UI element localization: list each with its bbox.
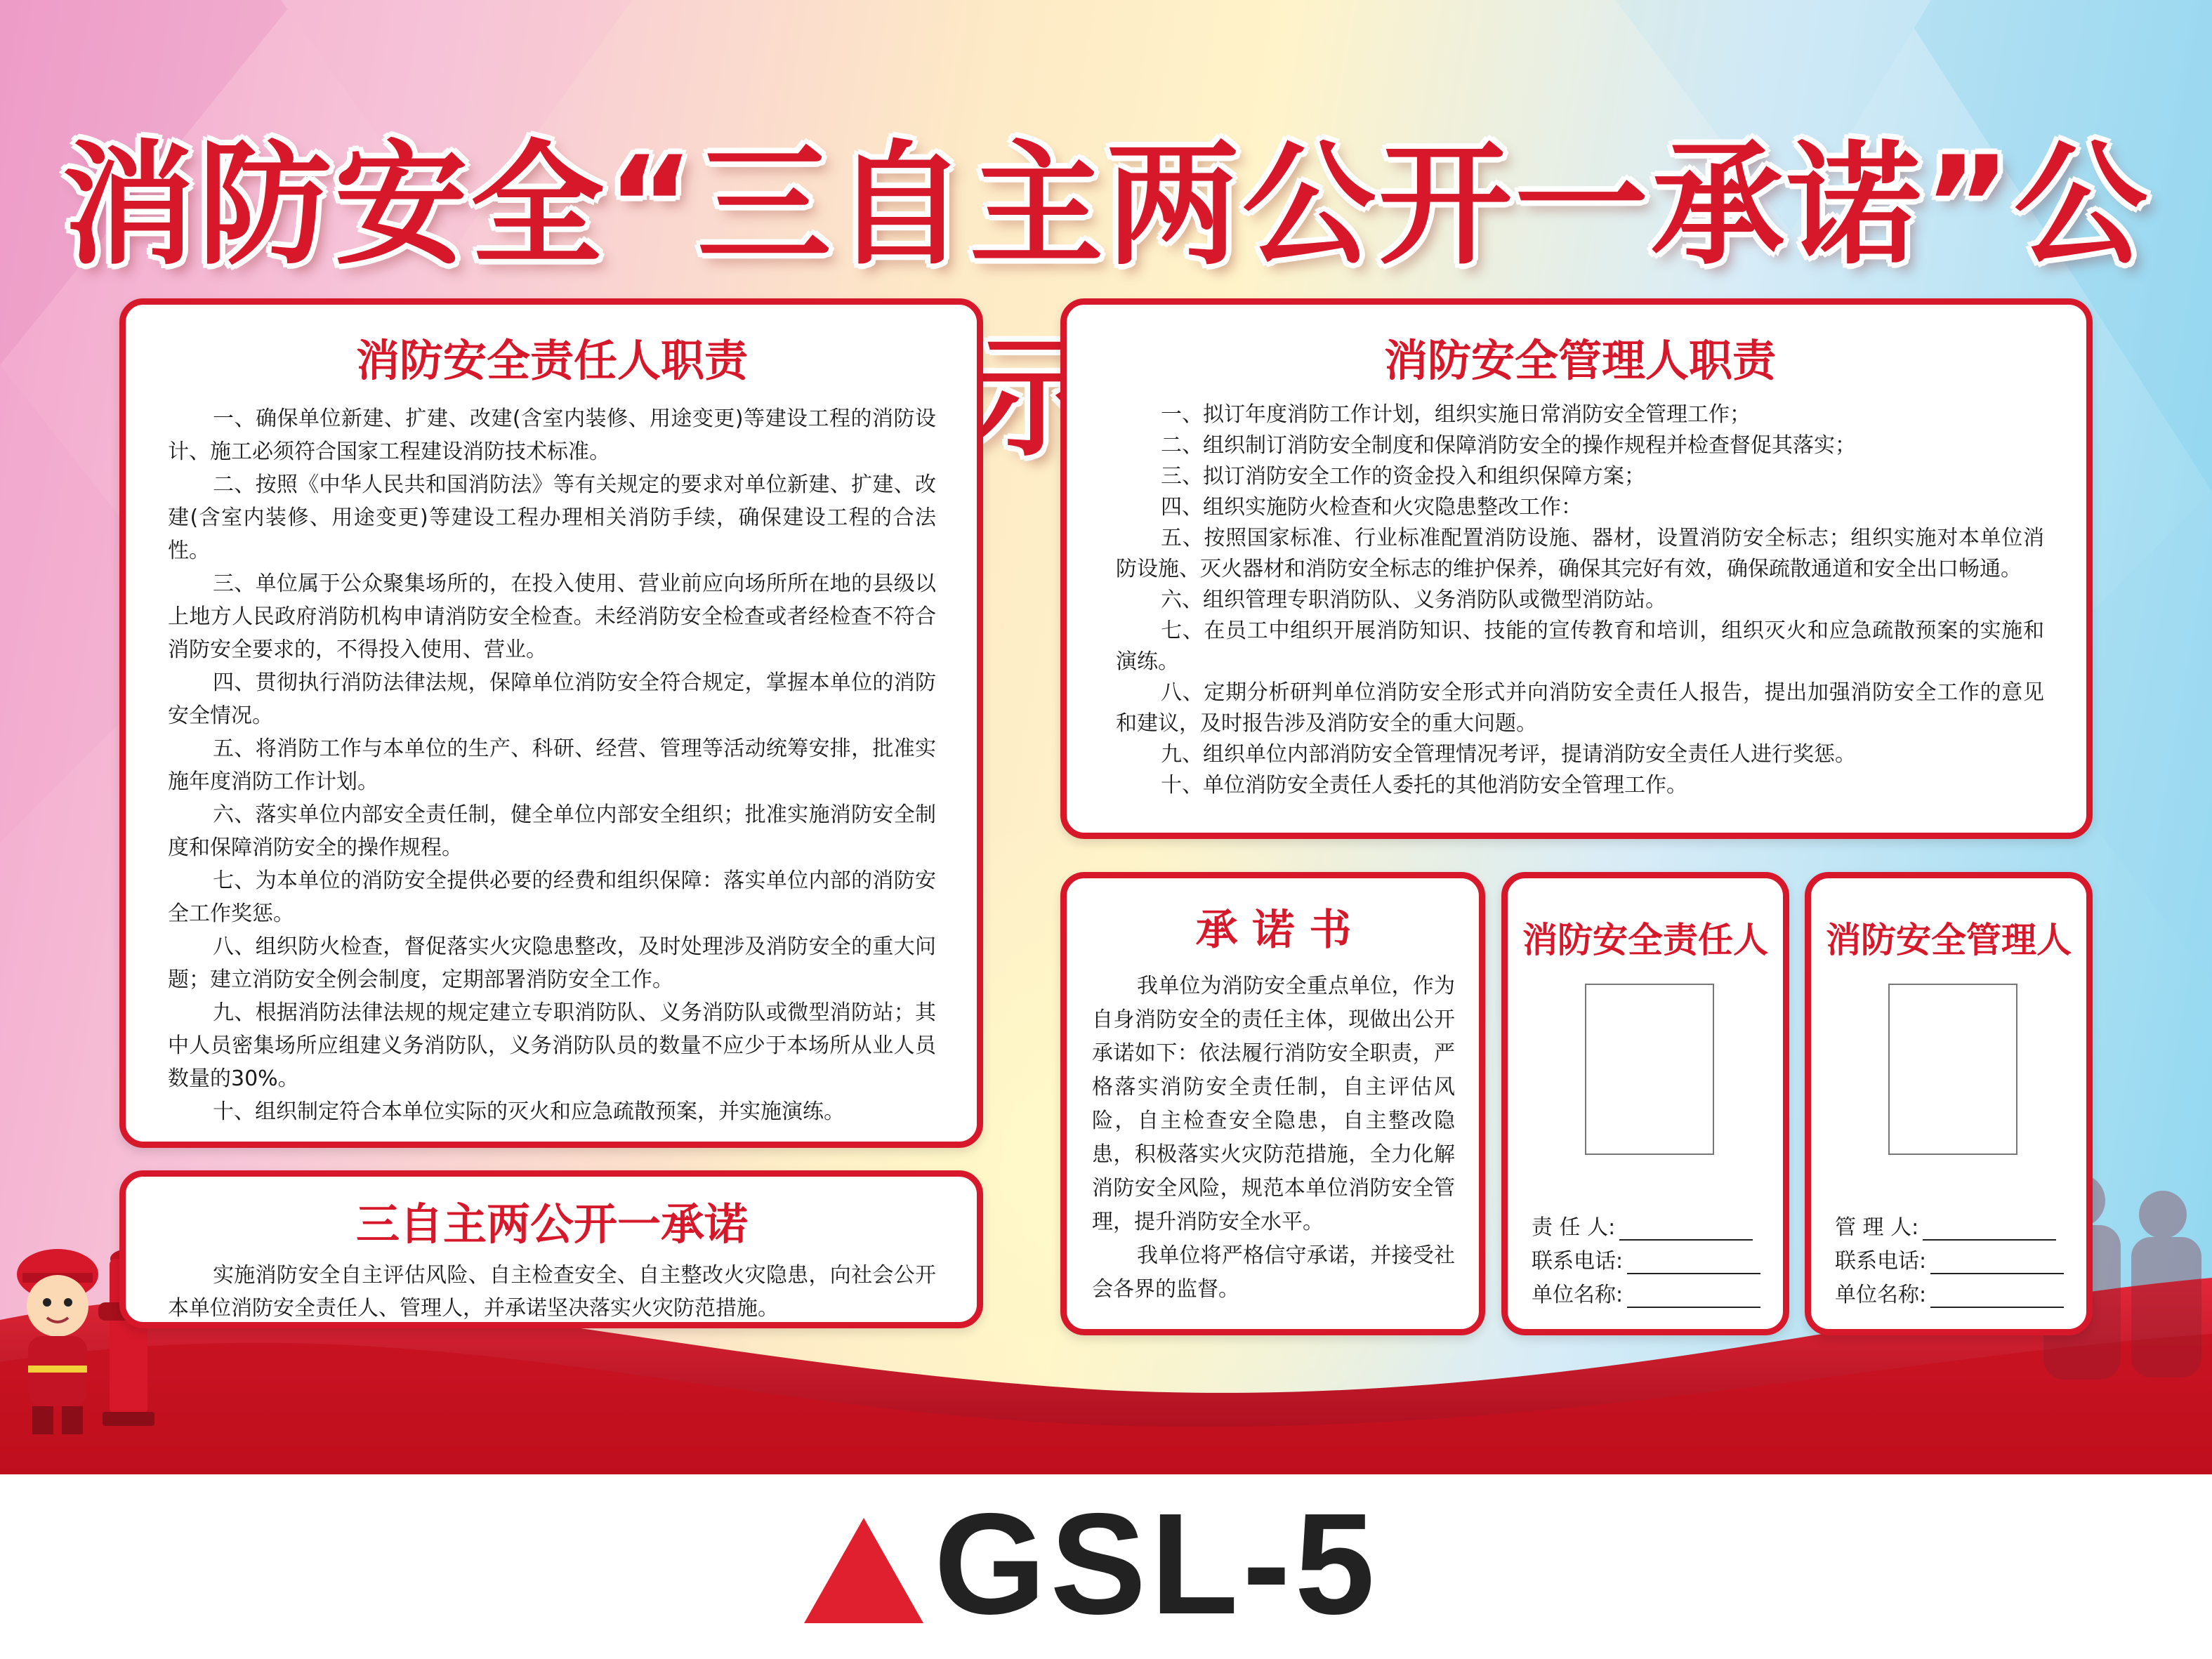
unit-input-line [1627, 1288, 1760, 1308]
manager-duty-item: 四、组织实施防火检查和火灾隐患整改工作： [1161, 495, 1582, 520]
manager-duty-item: 五、按照国家标准、行业标准配置消防设施、器材，设置消防安全标志；组织实施对本单位消防设施、灭火器材和消防安全标志的维护保养，确保其完好有效，确保疏散通道和安全出口畅通。 [1116, 526, 2044, 581]
manager-person-heading: 消防安全管理人 [1826, 920, 2072, 960]
field-label: 单位名称: [1532, 1283, 1624, 1307]
product-code: GSL-5 [934, 1483, 1379, 1644]
responsible-duty-item: 八、组织防火检查，督促落实火灾隐患整改，及时处理涉及消防安全的重大问题；建立消防安全例会制度，定期部署消防安全工作。 [168, 934, 936, 992]
responsible-unit-row [1532, 1277, 1760, 1308]
responsible-duty-item: 十、组织制定符合本单位实际的灭火和应急疏散预案，并实施演练。 [213, 1099, 845, 1124]
responsible-person-heading: 消防安全责任人 [1522, 920, 1768, 960]
responsible-duty-item: 三、单位属于公众聚集场所的，在投入使用、营业前应向场所所在地的县级以上地方人民政府消防机构申请消防安全检查。未经消防安全检查或者经检查不符合消防安全要求的，不得投入使用、营业。 [168, 571, 936, 662]
manager-duty-item: 二、组织制订消防安全制度和保障消防安全的操作规程并检查督促其落实； [1161, 433, 1856, 458]
responsible-duties-heading: 消防安全责任人职责 [355, 335, 748, 386]
manager-duty-item: 七、在员工中组织开展消防知识、技能的宣传教育和培训，组织灭火和应急疏散预案的实施和演练。 [1116, 619, 2044, 674]
field-label: 联系电话: [1532, 1249, 1624, 1274]
responsible-duties-panel [119, 298, 983, 1148]
responsible-duty-item: 七、为本单位的消防安全提供必要的经费和组织保障：落实单位内部的消防安全工作奖惩。 [168, 868, 936, 926]
manager-duty-item: 三、拟订消防安全工作的资金投入和组织保障方案； [1161, 464, 1645, 489]
unit-input-line [1930, 1288, 2064, 1308]
responsible-duty-item: 一、确保单位新建、扩建、改建(含室内装修、用途变更)等建设工程的消防设计、施工必须符合国家工程建设消防技术标准。 [168, 407, 936, 464]
manager-phone-row [1835, 1243, 2064, 1274]
name-input-line [1923, 1221, 2056, 1241]
responsible-duty-item: 九、根据消防法律法规的规定建立专职消防队、义务消防队或微型消防站；其中人员密集场所应组建义务消防队，义务消防队员的数量不应少于本场所从业人员数量的30%。 [168, 1000, 936, 1091]
phone-input-line [1930, 1255, 2064, 1274]
responsible-duty-item: 六、落实单位内部安全责任制，健全单位内部安全组织；批准实施消防安全制度和保障消防安全的操作规程。 [168, 802, 936, 860]
manager-duty-item: 九、组织单位内部消防安全管理情况考评，提请消防安全责任人进行奖惩。 [1161, 742, 1856, 767]
responsible-phone-row [1532, 1243, 1760, 1274]
red-triangle-icon [804, 1518, 923, 1623]
three-autonomy-panel [119, 1170, 983, 1328]
field-label: 责 任 人: [1532, 1215, 1616, 1240]
responsible-name-row [1532, 1210, 1753, 1241]
responsible-duty-item: 二、按照《中华人民共和国消防法》等有关规定的要求对单位新建、扩建、改建(含室内装修、用途变更)等建设工程办理相关消防手续，确保建设工程的合法性。 [168, 472, 936, 563]
manager-duty-item: 十、单位消防安全责任人委托的其他消防安全管理工作。 [1161, 773, 1687, 798]
name-input-line [1619, 1221, 1753, 1241]
photo-placeholder [1888, 984, 2017, 1155]
pledge-heading: 承 诺 书 [1195, 906, 1352, 955]
responsible-duty-item: 五、将消防工作与本单位的生产、科研、经营、管理等活动统筹安排，批准实施年度消防工作计划。 [168, 736, 936, 794]
manager-duties-panel [1060, 298, 2093, 839]
manager-person-panel [1805, 872, 2093, 1335]
manager-duty-item: 六、组织管理专职消防队、义务消防队或微型消防站。 [1161, 588, 1666, 612]
phone-input-line [1627, 1255, 1760, 1274]
manager-duties-heading: 消防安全管理人职责 [1383, 335, 1776, 386]
responsible-duty-item: 四、贯彻执行消防法律法规，保障单位消防安全符合规定，掌握本单位的消防安全情况。 [168, 670, 936, 728]
field-label: 管 理 人: [1835, 1215, 1919, 1240]
field-label: 单位名称: [1835, 1283, 1927, 1307]
poster-title: 消防安全“三自主两公开一承诺”公示 [62, 128, 2150, 475]
three-autonomy-text: 实施消防安全自主评估风险、自主检查安全、自主整改火灾隐患，向社会公开本单位消防安全责任人、管理人，并承诺坚决落实火灾防范措施。 [168, 1263, 936, 1321]
manager-unit-row [1835, 1277, 2064, 1308]
manager-name-row [1835, 1210, 2056, 1241]
three-autonomy-heading: 三自主两公开一承诺 [355, 1198, 748, 1250]
pledge-panel [1060, 872, 1485, 1335]
field-label: 联系电话: [1835, 1249, 1927, 1274]
pledge-text: 我单位为消防安全重点单位，作为自身消防安全的责任主体，现做出公开承诺如下：依法履行消防安全职责，严格落实消防安全责任制，自主评估风险，自主检查安全隐患，自主整改隐患，积极落实火灾防范措施，全力化解消防安全风险，规范本单位消防安全管理，提升消防安全水平。 [1092, 974, 1455, 1234]
responsible-person-panel [1501, 872, 1789, 1335]
manager-duty-item: 一、拟订年度消防工作计划，组织实施日常消防安全管理工作； [1161, 402, 1751, 427]
manager-duty-item: 八、定期分析研判单位消防安全形式并向消防安全责任人报告，提出加强消防安全工作的意见和建议，及时报告涉及消防安全的重大问题。 [1116, 680, 2044, 736]
photo-placeholder [1585, 984, 1714, 1155]
pledge-closing: 我单位将严格信守承诺，并接受社会各界的监督。 [1092, 1243, 1455, 1302]
